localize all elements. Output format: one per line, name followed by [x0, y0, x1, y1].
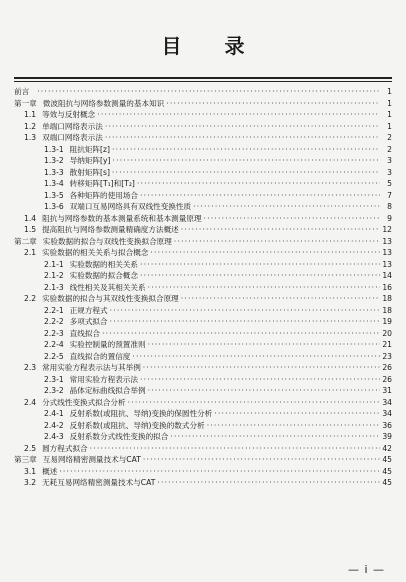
- toc-entry: [14, 397, 392, 409]
- toc-entry-number: 2.4-1: [44, 409, 64, 418]
- toc-entry-page: 36: [382, 420, 392, 430]
- toc-entry-number: 2.2: [24, 294, 37, 303]
- toc-entry-title: 常用实验方程表示法与其举例: [42, 363, 141, 372]
- toc-leader-dots: [110, 316, 380, 328]
- toc-entry-page: 3: [387, 167, 392, 177]
- toc-leader-dots: [112, 144, 380, 156]
- toc-entry-page: 18: [382, 294, 392, 303]
- toc-entry-number: 1.3-5: [44, 190, 64, 200]
- toc-entry: [14, 144, 392, 156]
- table-of-contents: [14, 86, 392, 489]
- toc-entry: [14, 477, 392, 489]
- toc-leader-dots: [150, 247, 380, 259]
- toc-entry-number: 第三章: [14, 455, 37, 464]
- toc-entry-page: 34: [382, 397, 392, 407]
- toc-entry: [14, 86, 392, 98]
- title-rule-thin: [14, 81, 392, 82]
- toc-entry-number: 1.3: [24, 133, 37, 142]
- toc-entry-title: 散射矩阵[s]: [69, 167, 110, 177]
- toc-entry: [14, 431, 392, 443]
- toc-entry-title: 双端口网络表示法: [42, 133, 103, 142]
- toc-entry-title: 实验数据的相关关系与拟合概念: [42, 248, 149, 257]
- toc-entry-number: 2.4-2: [44, 420, 64, 430]
- toc-entry-title: 直线拟合的置信度: [69, 351, 131, 361]
- title-rule: [14, 77, 392, 79]
- toc-leader-dots: [128, 397, 380, 409]
- toc-entry: [14, 316, 392, 328]
- toc-entry: [14, 328, 392, 340]
- toc-entry-page: 13: [382, 248, 392, 257]
- toc-entry-page: 1: [387, 110, 392, 119]
- toc-entry-number: 2.3-2: [44, 386, 64, 395]
- toc-entry: [14, 190, 392, 202]
- toc-entry-page: 45: [382, 466, 392, 476]
- toc-entry-title: 实验数据的相关关系: [69, 259, 138, 269]
- toc-leader-dots: [166, 98, 380, 110]
- toc-entry-title: 阻抗与网络参数的基本测量系统和基本测量原理: [42, 213, 202, 223]
- toc-entry-title: 多项式拟合: [69, 317, 108, 326]
- toc-entry-number: 2.2-3: [44, 328, 64, 338]
- toc-leader-dots: [132, 351, 380, 363]
- toc-entry-title: 等效与反射概念: [42, 110, 96, 119]
- toc-leader-dots: [37, 86, 380, 98]
- toc-entry-page: 14: [382, 271, 392, 280]
- toc-entry-page: 12: [382, 225, 392, 234]
- toc-leader-dots: [112, 155, 380, 167]
- toc-leader-dots: [204, 213, 380, 225]
- toc-entry-title: 提高阻抗与网络参数测量精确度方法概述: [42, 225, 179, 234]
- toc-entry-page: 18: [382, 305, 392, 315]
- toc-entry-title: 直线拟合: [69, 328, 101, 338]
- toc-entry-page: 8: [387, 202, 392, 211]
- toc-entry-number: 2.1-3: [44, 282, 64, 292]
- toc-entry-title: 双端口互易网络具有双线性变换性质: [69, 202, 192, 211]
- toc-entry: [14, 305, 392, 317]
- toc-entry-number: 2.2-1: [44, 305, 64, 315]
- toc-entry-page: 23: [382, 351, 392, 361]
- toc-entry-number: 1.3-6: [44, 202, 64, 211]
- toc-entry: [14, 224, 392, 236]
- toc-entry-page: 42: [382, 443, 392, 453]
- toc-entry-title: 反射系数(或阻抗、导纳)变换的保圆性分析: [69, 409, 213, 418]
- toc-entry: [14, 374, 392, 386]
- toc-entry: [14, 466, 392, 478]
- toc-entry-title: 单端口网络表示法: [42, 121, 103, 131]
- toc-entry: [14, 201, 392, 213]
- toc-leader-dots: [170, 431, 380, 443]
- toc-entry-page: 45: [382, 455, 392, 464]
- toc-entry: [14, 339, 392, 351]
- toc-entry-number: 2.4: [24, 397, 37, 407]
- toc-entry-title: 反射系数分式线性变换的拟合: [69, 432, 169, 441]
- toc-entry: [14, 454, 392, 466]
- toc-entry-title: 分式线性变换式拟合分析: [42, 397, 126, 407]
- toc-leader-dots: [143, 454, 380, 466]
- toc-entry-number: 2.4-3: [44, 432, 64, 441]
- toc-leader-dots: [193, 201, 380, 213]
- toc-entry-title: 互易网络精密测量技术与CAT: [42, 455, 141, 464]
- toc-leader-dots: [181, 293, 380, 305]
- toc-entry-page: 1: [387, 98, 392, 108]
- toc-entry-number: 第一章: [14, 98, 37, 108]
- toc-entry-page: 9: [387, 213, 392, 223]
- toc-entry-title: 阻抗矩阵[z]: [69, 144, 110, 154]
- toc-leader-dots: [207, 420, 380, 432]
- toc-leader-dots: [140, 259, 380, 271]
- toc-entry: [14, 443, 392, 455]
- toc-leader-dots: [214, 408, 380, 420]
- toc-entry: [14, 155, 392, 167]
- toc-entry: [14, 178, 392, 190]
- toc-leader-dots: [174, 236, 380, 248]
- toc-entry-number: 1.3-1: [44, 144, 64, 154]
- toc-entry-number: 1.1: [24, 110, 37, 119]
- toc-entry-title: 导纳矩阵[y]: [69, 156, 111, 165]
- toc-entry-page: 13: [382, 259, 392, 269]
- toc-entry-page: 2: [387, 133, 392, 142]
- toc-leader-dots: [140, 190, 380, 202]
- toc-leader-dots: [148, 282, 380, 294]
- toc-entry-number: 2.2-5: [44, 351, 64, 361]
- toc-entry-number: 1.4: [24, 213, 37, 223]
- toc-entry-title: 反射系数(或阻抗、导纳)变换的数式分析: [69, 420, 205, 430]
- toc-entry: [14, 236, 392, 248]
- toc-entry-page: 1: [387, 121, 392, 131]
- toc-leader-dots: [137, 178, 380, 190]
- toc-entry-page: 39: [382, 432, 392, 441]
- toc-entry: [14, 132, 392, 144]
- toc-leader-dots: [148, 339, 380, 351]
- toc-entry-number: 2.1: [24, 248, 37, 257]
- toc-leader-dots: [157, 477, 380, 489]
- toc-leader-dots: [90, 443, 380, 455]
- toc-entry-number: 第二章: [14, 236, 37, 246]
- toc-leader-dots: [140, 374, 380, 386]
- toc-entry-title: 微波阻抗与网络参数测量的基本知识: [42, 98, 165, 108]
- toc-entry-title: 实验控制量的预置准则: [69, 340, 146, 349]
- toc-entry-title: 概述: [42, 466, 58, 476]
- toc-entry-page: 19: [382, 317, 392, 326]
- toc-leader-dots: [105, 121, 380, 133]
- toc-entry-number: 前言: [14, 87, 30, 96]
- toc-entry-number: 2.5: [24, 443, 37, 453]
- toc-entry: [14, 270, 392, 282]
- toc-entry-title: 转移矩阵[T₁]和[T₂]: [69, 179, 135, 188]
- page-title: 目 录: [161, 34, 263, 58]
- toc-entry-page: 7: [387, 190, 392, 200]
- toc-leader-dots: [143, 362, 380, 374]
- toc-entry-number: 2.2-2: [44, 317, 64, 326]
- toc-entry: [14, 98, 392, 110]
- toc-entry-title: 线性相关及其相关关系: [69, 282, 146, 292]
- toc-entry-page: 5: [387, 179, 392, 188]
- toc-entry-title: 正规方程式: [69, 305, 108, 315]
- toc-entry: [14, 293, 392, 305]
- toc-entry-title: 实验数据的拟合与其双线性变换拟合原理: [42, 294, 179, 303]
- toc-entry-page: 16: [382, 282, 392, 292]
- toc-entry: [14, 385, 392, 397]
- toc-entry-number: 2.2-4: [44, 340, 64, 349]
- toc-entry-page: 3: [387, 156, 392, 165]
- toc-entry-page: 1: [387, 87, 392, 96]
- toc-entry-title: 无耗互易网络精密测量技术与CAT: [42, 478, 156, 487]
- toc-leader-dots: [105, 132, 380, 144]
- toc-entry-title: 常用实验方程表示法: [69, 374, 138, 384]
- toc-entry-number: 2.1-1: [44, 259, 64, 269]
- toc-entry-title: 圆方程式拟合: [42, 443, 88, 453]
- toc-leader-dots: [112, 167, 380, 179]
- toc-entry: [14, 109, 392, 121]
- toc-entry-number: 1.2: [24, 121, 37, 131]
- toc-entry-number: 1.3-2: [44, 156, 64, 165]
- toc-entry: [14, 420, 392, 432]
- toc-entry: [14, 408, 392, 420]
- toc-entry-number: 3.1: [24, 466, 37, 476]
- toc-entry: [14, 213, 392, 225]
- toc-entry-number: 2.3-1: [44, 374, 64, 384]
- toc-entry-page: 21: [382, 340, 392, 349]
- toc-leader-dots: [97, 109, 380, 121]
- toc-entry-title: 实验数据的拟合概念: [69, 271, 138, 280]
- toc-entry: [14, 362, 392, 374]
- page-number: — i —: [348, 563, 386, 576]
- toc-entry-number: 1.3-4: [44, 179, 64, 188]
- toc-entry-page: 34: [382, 409, 392, 418]
- toc-entry-number: 1.5: [24, 225, 37, 234]
- toc-leader-dots: [110, 305, 380, 317]
- toc-entry: [14, 121, 392, 133]
- toc-leader-dots: [102, 328, 380, 340]
- toc-entry-page: 2: [387, 144, 392, 154]
- toc-entry-title: 各种矩阵的使用场合: [69, 190, 138, 200]
- toc-leader-dots: [140, 270, 380, 282]
- toc-entry-number: 3.2: [24, 478, 37, 487]
- toc-entry-page: 26: [382, 363, 392, 372]
- toc-entry-number: 2.1-2: [44, 271, 64, 280]
- toc-entry: [14, 167, 392, 179]
- toc-entry-number: 1.3-3: [44, 167, 64, 177]
- toc-entry-page: 20: [382, 328, 392, 338]
- toc-entry-title: 晶体定标曲线拟合举例: [69, 386, 146, 395]
- toc-entry-title: 实验数据的拟合与双线性变换拟合原理: [42, 236, 172, 246]
- toc-entry-page: 26: [382, 374, 392, 384]
- toc-entry-number: 2.3: [24, 363, 37, 372]
- toc-leader-dots: [148, 385, 380, 397]
- toc-leader-dots: [59, 466, 380, 478]
- toc-entry-page: 45: [382, 478, 392, 487]
- toc-entry: [14, 247, 392, 259]
- toc-leader-dots: [181, 224, 380, 236]
- toc-entry: [14, 259, 392, 271]
- toc-entry-page: 13: [382, 236, 392, 246]
- toc-entry: [14, 282, 392, 294]
- toc-entry: [14, 351, 392, 363]
- toc-entry-page: 31: [382, 386, 392, 395]
